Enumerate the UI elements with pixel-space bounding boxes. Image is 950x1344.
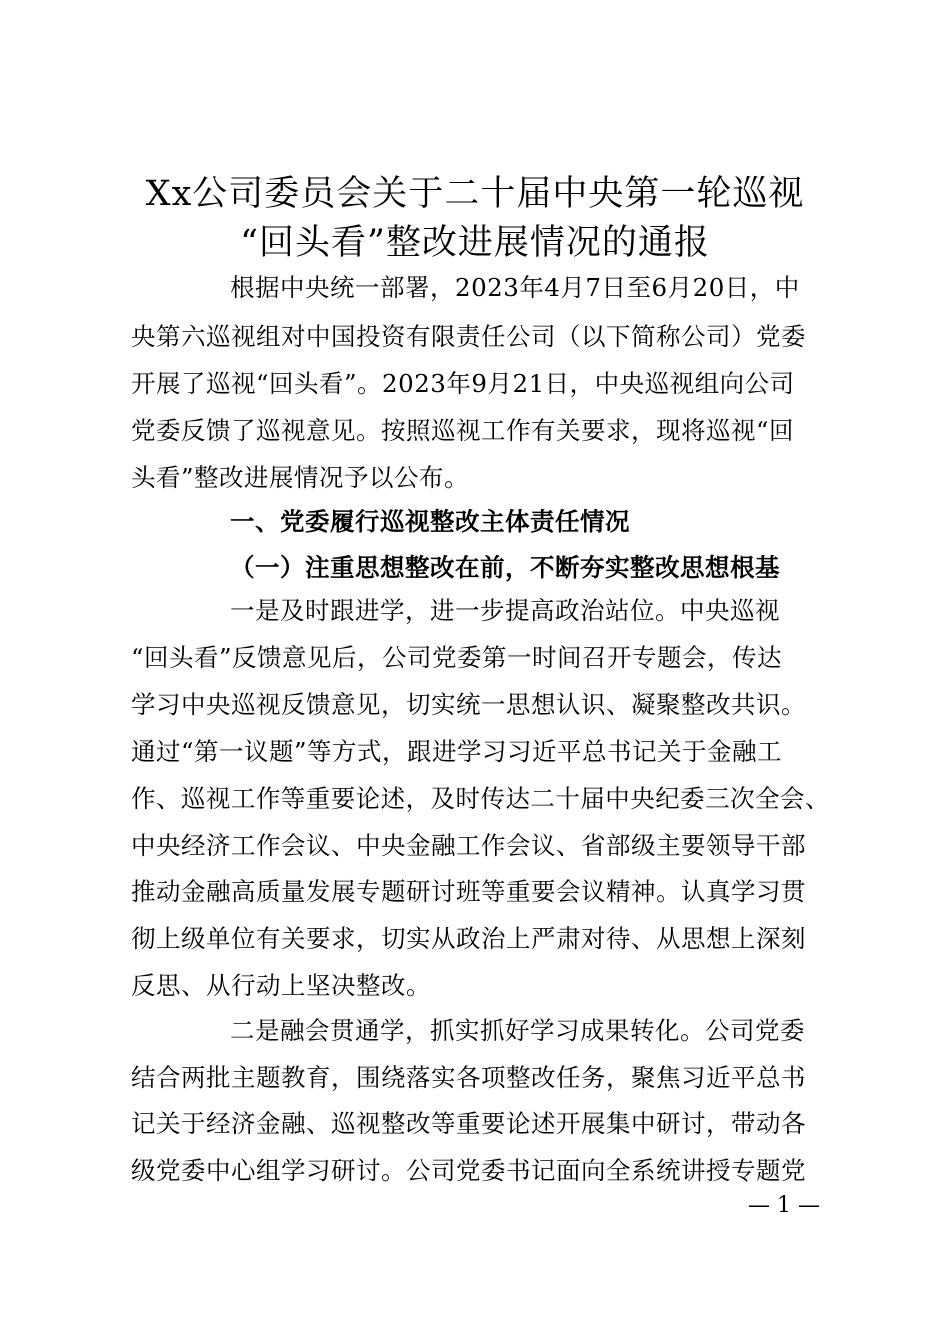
paragraph-line: 彻上级单位有关要求，切实从政治上严肃对待、从思想上深刻 (131, 924, 806, 953)
paragraph-line: 反思、从行动上坚决整改。 (131, 971, 431, 1000)
intro-line: 开展了巡视“回头看”。2023年9月21日，中央巡视组向公司 (131, 369, 795, 398)
paragraph-line: 结合两批主题教育，围绕落实各项整改任务，聚焦习近平总书 (131, 1063, 806, 1092)
paragraph-line: 中央经济工作会议、中央金融工作会议、省部级主要领导干部 (131, 831, 806, 860)
section-heading: 一、党委履行巡视整改主体责任情况 (230, 507, 630, 536)
paragraph-line: 一是及时跟进学，进一步提高政治站位。中央巡视 (230, 596, 780, 625)
paragraph-line: 二是融会贯通学，抓实抓好学习成果转化。公司党委 (230, 1016, 805, 1045)
subsection-heading: （一）注重思想整改在前，不断夯实整改思想根基 (230, 553, 780, 582)
page-number: — 1 — (748, 1193, 820, 1218)
intro-line: 央第六巡视组对中国投资有限责任公司（以下简称公司）党委 (131, 322, 806, 351)
paragraph-line: 记关于经济金融、巡视整改等重要论述开展集中研讨，带动各 (131, 1109, 806, 1138)
intro-line: 头看”整改进展情况予以公布。 (131, 463, 470, 492)
paragraph-line: 推动金融高质量发展专题研讨班等重要会议精神。认真学习贯 (131, 877, 806, 906)
paragraph-line: 学习中央巡视反馈意见，切实统一思想认识、凝聚整改共识。 (131, 690, 806, 719)
paragraph-line: “回头看”反馈意见后，公司党委第一时间召开专题会，传达 (131, 643, 783, 672)
intro-line: 根据中央统一部署，2023年4月7日至6月20日，中 (230, 273, 800, 302)
document-title-line-2: “回头看”整改进展情况的通报 (240, 223, 710, 263)
intro-line: 党委反馈了巡视意见。按照巡视工作有关要求，现将巡视“回 (131, 416, 795, 445)
document-title-line-1: Xx公司委员会关于二十届中央第一轮巡视 (145, 174, 805, 214)
paragraph-line: 级党委中心组学习研讨。公司党委书记面向全系统讲授专题党 (131, 1156, 806, 1185)
paragraph-line: 通过“第一议题”等方式，跟进学习习近平总书记关于金融工 (131, 737, 783, 766)
paragraph-line: 作、巡视工作等重要论述，及时传达二十届中央纪委三次全会、 (131, 784, 830, 813)
